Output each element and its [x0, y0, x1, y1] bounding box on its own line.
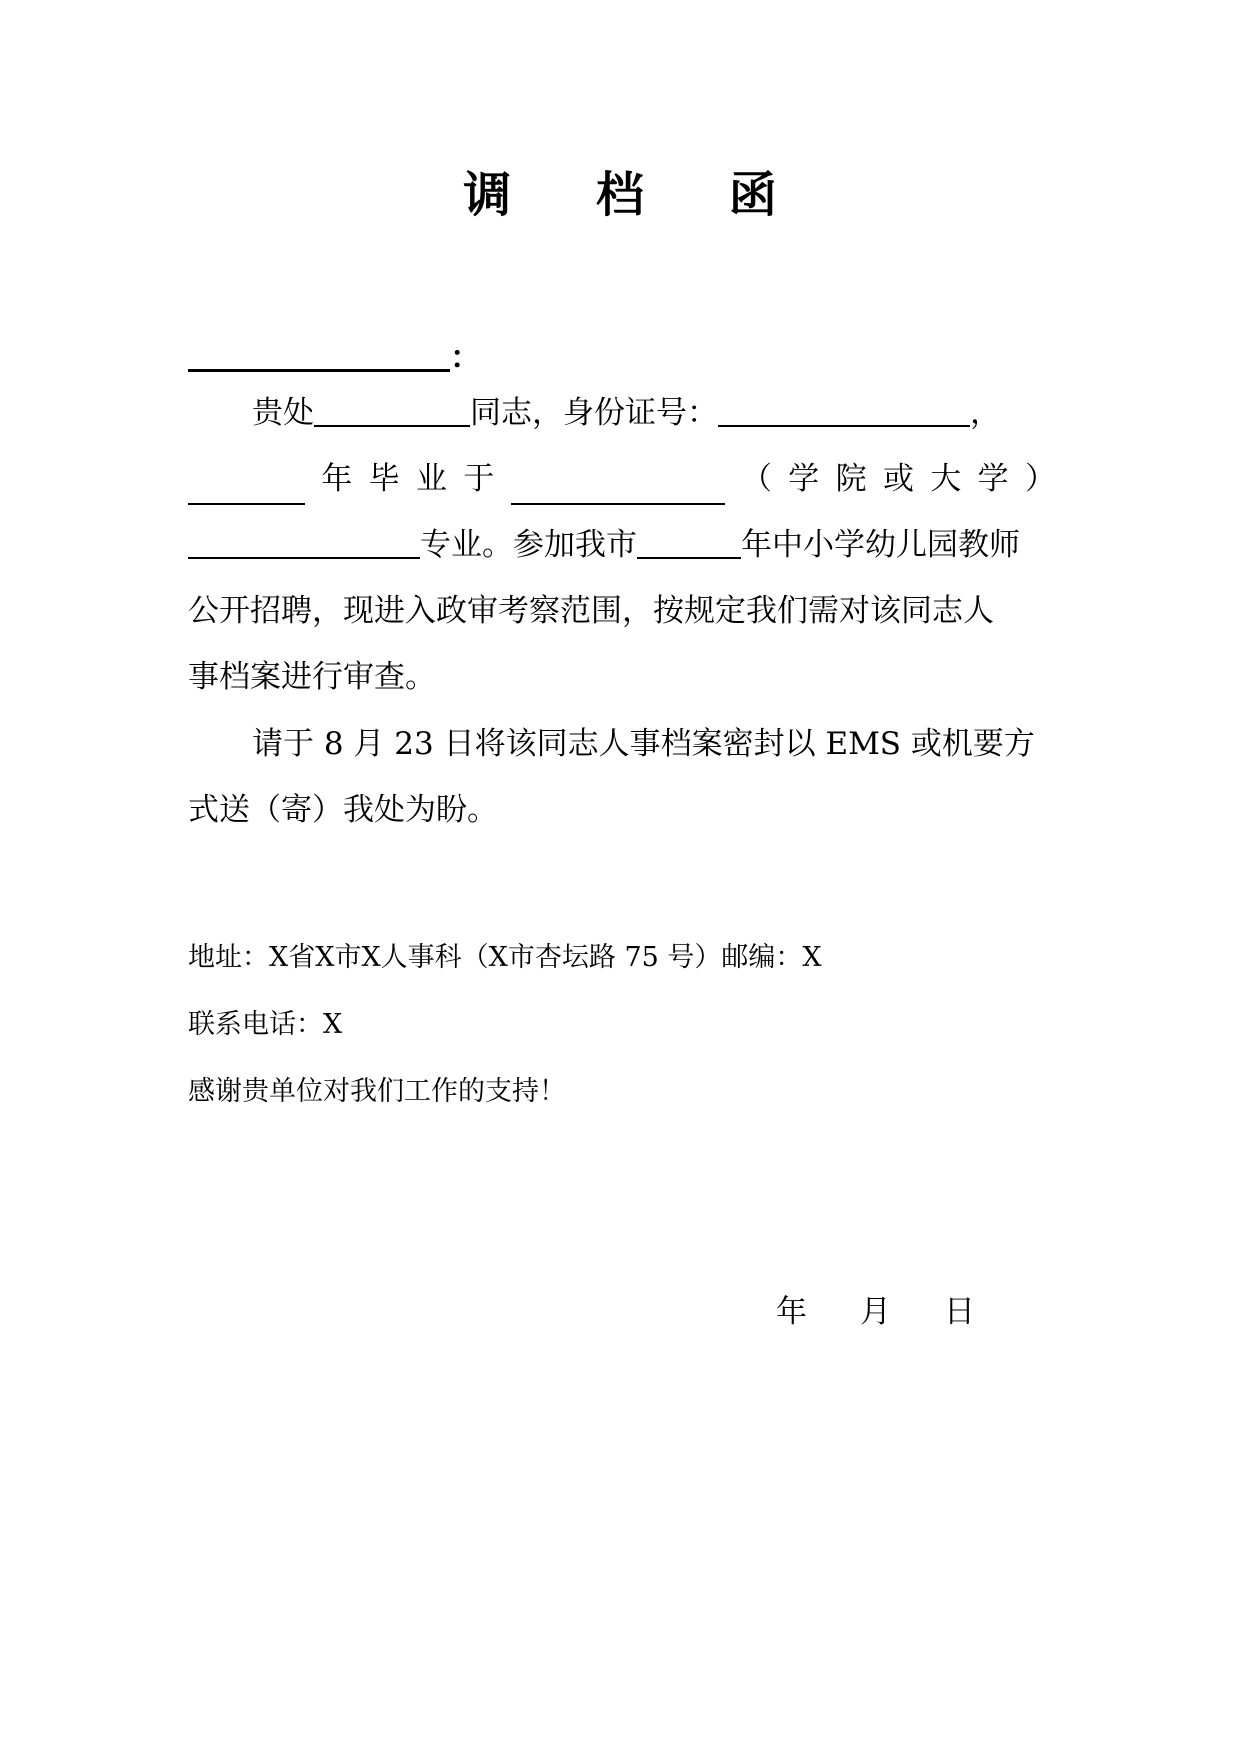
- para1-line2: [188, 457, 1056, 501]
- thanks-line: 感谢贵单位对我们工作的支持！: [188, 1076, 566, 1107]
- recipient-blank[interactable]: [188, 339, 450, 372]
- text-yu: 于: [463, 461, 495, 497]
- id-number-blank[interactable]: [718, 395, 970, 427]
- text-ye: 业: [415, 461, 447, 497]
- letter-title: 调 档 函: [463, 167, 811, 223]
- name-blank[interactable]: [314, 395, 470, 427]
- graduation-year-blank[interactable]: [188, 473, 305, 505]
- address-line: 地址：X省X市X人事科（X市杏坛路 75 号）邮编：X: [188, 942, 822, 973]
- salutation: [188, 336, 481, 380]
- date-year: 年: [776, 1294, 807, 1330]
- phone-line: 联系电话：X: [188, 1009, 343, 1040]
- date-line: [776, 1290, 975, 1334]
- text-rparen: ）: [1024, 461, 1056, 497]
- para1-line4: 公开招聘，现进入政审考察范围，按规定我们需对该同志人: [188, 593, 994, 629]
- text-comma: ，: [970, 395, 1001, 431]
- text-da: 大: [930, 461, 962, 497]
- text-xue2: 学: [977, 461, 1009, 497]
- text-tong-zhi: 同志，身份证号：: [470, 395, 718, 431]
- salutation-colon: ：: [450, 340, 481, 376]
- text-huo: 或: [882, 461, 914, 497]
- school-blank[interactable]: [511, 473, 725, 505]
- text-gui-chu: 贵处: [252, 395, 314, 431]
- text-lparen: （: [740, 461, 772, 497]
- para1-line3: [188, 523, 1020, 567]
- text-bi: 毕: [368, 461, 400, 497]
- text-nian2: 年中小学幼儿园教师: [741, 527, 1020, 563]
- para1-line5: 事档案进行审查。: [188, 659, 436, 695]
- date-day: 日: [944, 1294, 975, 1330]
- para2-line2: 式送（寄）我处为盼。: [188, 792, 498, 828]
- para1-line1: [252, 391, 1001, 435]
- text-nian: 年: [321, 461, 353, 497]
- text-zhuanye: 专业。参加我市: [420, 527, 637, 563]
- text-xue: 学: [788, 461, 820, 497]
- date-month: 月: [860, 1294, 891, 1330]
- recruitment-year-blank[interactable]: [637, 527, 741, 559]
- major-blank[interactable]: [188, 527, 420, 559]
- text-yuan: 院: [835, 461, 867, 497]
- para2-line1: 请于 8 月 23 日将该同志人事档案密封以 EMS 或机要方: [252, 726, 1035, 762]
